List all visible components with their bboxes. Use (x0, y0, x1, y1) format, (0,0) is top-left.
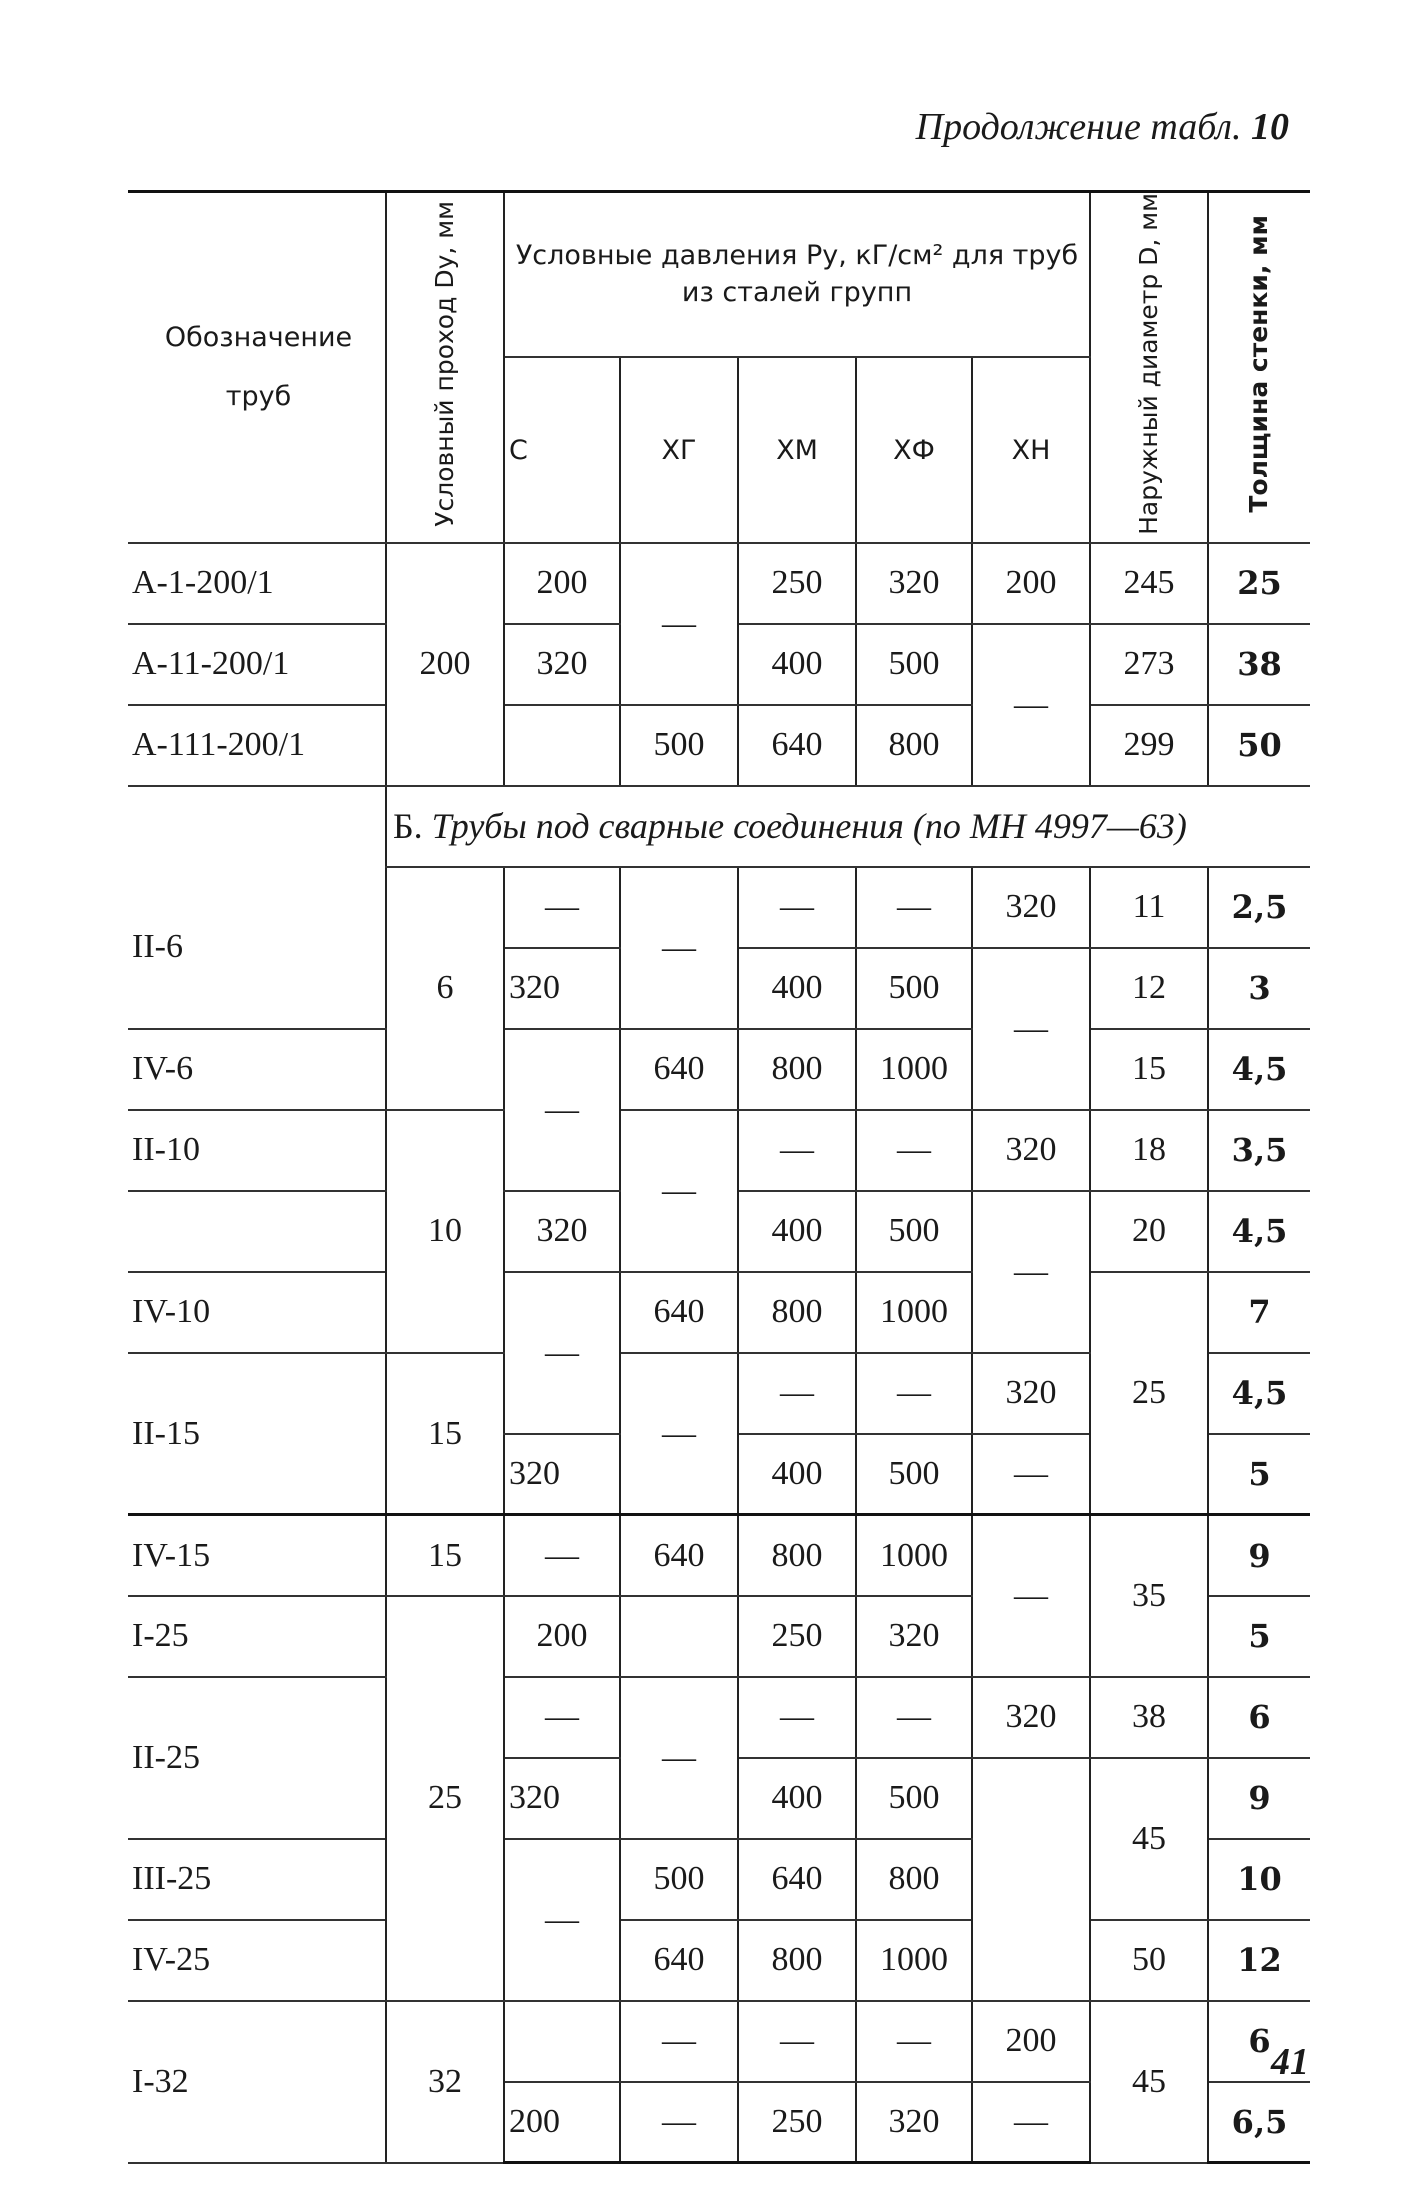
xn-cell: — (972, 948, 1090, 1110)
xf-cell: 320 (856, 1596, 972, 1677)
xm-cell: — (738, 867, 856, 948)
wall-cell: 25 (1208, 543, 1310, 624)
wall-cell: 5 (1208, 1434, 1310, 1515)
xf-cell: 1000 (856, 1272, 972, 1353)
xf-cell: 800 (856, 705, 972, 786)
xf-cell: 1000 (856, 1920, 972, 2001)
bore-cell: 15 (386, 1353, 504, 1515)
xf-cell: — (856, 1353, 972, 1434)
xm-cell: — (738, 2001, 856, 2082)
xg-cell: — (620, 1677, 738, 1839)
pipe-table (128, 190, 1310, 2164)
wall-cell: 6 (1208, 2001, 1310, 2082)
table-row (128, 1029, 1310, 1110)
bore-cell: 25 (386, 1596, 504, 2001)
diameter-cell: 245 (1090, 543, 1208, 624)
col-steel-xm: ХМ (738, 357, 856, 543)
xg-cell: — (620, 2082, 738, 2163)
designation-cell: II-15 (128, 1353, 386, 1515)
xm-cell: 400 (738, 948, 856, 1029)
xm-cell: 400 (738, 624, 856, 705)
xf-cell: 500 (856, 624, 972, 705)
wall-cell: 4,5 (1208, 1029, 1310, 1110)
table-row (128, 1515, 1310, 1596)
section-b-label: Б. (393, 806, 423, 847)
wall-cell: 50 (1208, 705, 1310, 786)
designation-cell: II-10 (128, 1110, 386, 1191)
xn-cell: — (972, 1191, 1090, 1353)
xf-cell: — (856, 1110, 972, 1191)
wall-cell: 5 (1208, 1596, 1310, 1677)
diameter-cell: 25 (1090, 1272, 1208, 1515)
xn-cell: 200 (972, 543, 1090, 624)
col-designation: Обозначение труб (128, 192, 386, 543)
designation-cell: IV-6 (128, 1029, 386, 1110)
xn-cell: — (972, 1515, 1090, 1677)
designation-cell: А-111-200/1 (128, 705, 386, 786)
c-cell: 320 (504, 1758, 620, 1839)
xm-cell: 250 (738, 1596, 856, 1677)
wall-cell: 12 (1208, 1920, 1310, 2001)
designation-cell: IV-25 (128, 1920, 386, 2001)
page-number: 41 (1271, 2041, 1309, 2083)
designation-cell: IV-10 (128, 1272, 386, 1353)
table-row (128, 1677, 1310, 1758)
xm-cell: 400 (738, 1758, 856, 1839)
c-cell: 320 (504, 948, 620, 1029)
col-steel-xf: ХФ (856, 357, 972, 543)
xg-cell: 640 (620, 1920, 738, 2001)
xn-cell: — (972, 2082, 1090, 2163)
c-cell: 320 (504, 1434, 620, 1515)
xf-cell: 1000 (856, 1515, 972, 1596)
xm-cell: 640 (738, 1839, 856, 1920)
diameter-cell: 299 (1090, 705, 1208, 786)
xm-cell: — (738, 1353, 856, 1434)
wall-cell: 3,5 (1208, 1110, 1310, 1191)
diameter-cell: 18 (1090, 1110, 1208, 1191)
wall-cell: 3 (1208, 948, 1310, 1029)
xm-cell: 250 (738, 2082, 856, 2163)
designation-cell: А-1-200/1 (128, 543, 386, 624)
diameter-cell: 20 (1090, 1191, 1208, 1272)
c-cell: — (504, 867, 620, 948)
pipe-table-wrapper (128, 190, 1310, 2164)
xg-cell: 640 (620, 1029, 738, 1110)
wall-cell: 6,5 (1208, 2082, 1310, 2163)
section-b-heading-row (128, 786, 1310, 867)
section-b-heading (386, 786, 1310, 867)
c-cell: 200 (504, 2082, 620, 2163)
col-wall-thickness: Толщина стенки, мм (1208, 192, 1310, 543)
designation-cell: А-11-200/1 (128, 624, 386, 705)
c-cell: 200 (504, 543, 620, 624)
xg-cell: — (620, 867, 738, 1029)
xn-cell: 320 (972, 1110, 1090, 1191)
wall-cell: 38 (1208, 624, 1310, 705)
designation-cell: III-25 (128, 1839, 386, 1920)
wall-cell: 10 (1208, 1839, 1310, 1920)
designation-cell: IV-15 (128, 1515, 386, 1596)
page-header (916, 105, 1289, 149)
table-row (128, 1110, 1310, 1191)
wall-cell: 7 (1208, 1272, 1310, 1353)
c-cell: — (504, 1839, 620, 2001)
xn-cell: 200 (972, 2001, 1090, 2082)
table-row (128, 867, 1310, 948)
xg-cell (620, 1596, 738, 1677)
table-row (128, 2001, 1310, 2082)
c-cell: 320 (504, 1191, 620, 1272)
table-row (128, 1920, 1310, 2001)
designation-cell (128, 1191, 386, 1272)
diameter-cell: 11 (1090, 867, 1208, 948)
wall-cell: 4,5 (1208, 1191, 1310, 1272)
c-cell (504, 705, 620, 786)
wall-cell: 9 (1208, 1515, 1310, 1596)
xm-cell: 640 (738, 705, 856, 786)
diameter-cell: 50 (1090, 1920, 1208, 2001)
designation-cell: I-32 (128, 2001, 386, 2163)
c-cell: — (504, 1272, 620, 1434)
diameter-cell: 45 (1090, 2001, 1208, 2163)
bore-cell: 200 (386, 543, 504, 786)
col-steel-xn: ХН (972, 357, 1090, 543)
diameter-cell: 35 (1090, 1515, 1208, 1677)
xg-cell: — (620, 2001, 738, 2082)
diameter-cell: 15 (1090, 1029, 1208, 1110)
bore-cell: 15 (386, 1515, 504, 1596)
designation-cell: II-6 (128, 867, 386, 1029)
xf-cell: 500 (856, 1191, 972, 1272)
xg-cell: — (620, 1353, 738, 1515)
xf-cell: — (856, 2001, 972, 2082)
table-row (128, 543, 1310, 624)
xg-cell: — (620, 1110, 738, 1272)
col-pressure-group: Условные давления Pу, кГ/см² для труб из сталей групп (504, 192, 1090, 358)
designation-cell: II-25 (128, 1677, 386, 1839)
c-cell: — (504, 1677, 620, 1758)
xm-cell: 800 (738, 1515, 856, 1596)
xg-cell: 500 (620, 1839, 738, 1920)
xm-cell: — (738, 1110, 856, 1191)
xf-cell: 500 (856, 1758, 972, 1839)
xn-cell: 320 (972, 867, 1090, 948)
xn-cell: — (972, 1434, 1090, 1515)
xf-cell: 1000 (856, 1029, 972, 1110)
col-steel-xg: ХГ (620, 357, 738, 543)
c-cell: 200 (504, 1596, 620, 1677)
xm-cell: 400 (738, 1434, 856, 1515)
xf-cell: 800 (856, 1839, 972, 1920)
bore-cell: 6 (386, 867, 504, 1110)
xf-cell: 500 (856, 1434, 972, 1515)
designation-cell: I-25 (128, 1596, 386, 1677)
diameter-cell: 38 (1090, 1677, 1208, 1758)
bore-cell: 10 (386, 1110, 504, 1353)
xg-cell: — (620, 543, 738, 705)
c-cell (504, 2001, 620, 2082)
xf-cell: 500 (856, 948, 972, 1029)
wall-cell: 6 (1208, 1677, 1310, 1758)
xm-cell: 800 (738, 1029, 856, 1110)
section-b-title: Трубы под сварные соединения (по МН 4997—63) (431, 806, 1187, 847)
c-cell: 320 (504, 624, 620, 705)
wall-cell: 4,5 (1208, 1353, 1310, 1434)
c-cell: — (504, 1515, 620, 1596)
xf-cell: 320 (856, 2082, 972, 2163)
wall-cell: 2,5 (1208, 867, 1310, 948)
xg-cell: 500 (620, 705, 738, 786)
xm-cell: 250 (738, 543, 856, 624)
continuation-label: Продолжение табл. (915, 106, 1242, 148)
table-row (128, 705, 1310, 786)
diameter-cell: 273 (1090, 624, 1208, 705)
col-steel-c: С (504, 357, 620, 543)
col-outer-diameter: Наружный диаметр D, мм (1090, 192, 1208, 543)
diameter-cell: 45 (1090, 1758, 1208, 1920)
xm-cell: 400 (738, 1191, 856, 1272)
xn-cell: 320 (972, 1353, 1090, 1434)
xm-cell: 800 (738, 1920, 856, 2001)
c-cell: — (504, 1029, 620, 1191)
xn-cell: — (972, 624, 1090, 786)
diameter-cell: 12 (1090, 948, 1208, 1029)
table-row (128, 1272, 1310, 1353)
xm-cell: — (738, 1677, 856, 1758)
xn-cell (972, 1758, 1090, 2001)
xg-cell: 640 (620, 1515, 738, 1596)
xf-cell: — (856, 867, 972, 948)
xf-cell: 320 (856, 543, 972, 624)
wall-cell: 9 (1208, 1758, 1310, 1839)
xg-cell: 640 (620, 1272, 738, 1353)
xn-cell: 320 (972, 1677, 1090, 1758)
col-nominal-bore: Условный проход Dу, мм (386, 192, 504, 543)
bore-cell: 32 (386, 2001, 504, 2163)
table-number: 10 (1251, 106, 1289, 148)
xf-cell: — (856, 1677, 972, 1758)
xm-cell: 800 (738, 1272, 856, 1353)
